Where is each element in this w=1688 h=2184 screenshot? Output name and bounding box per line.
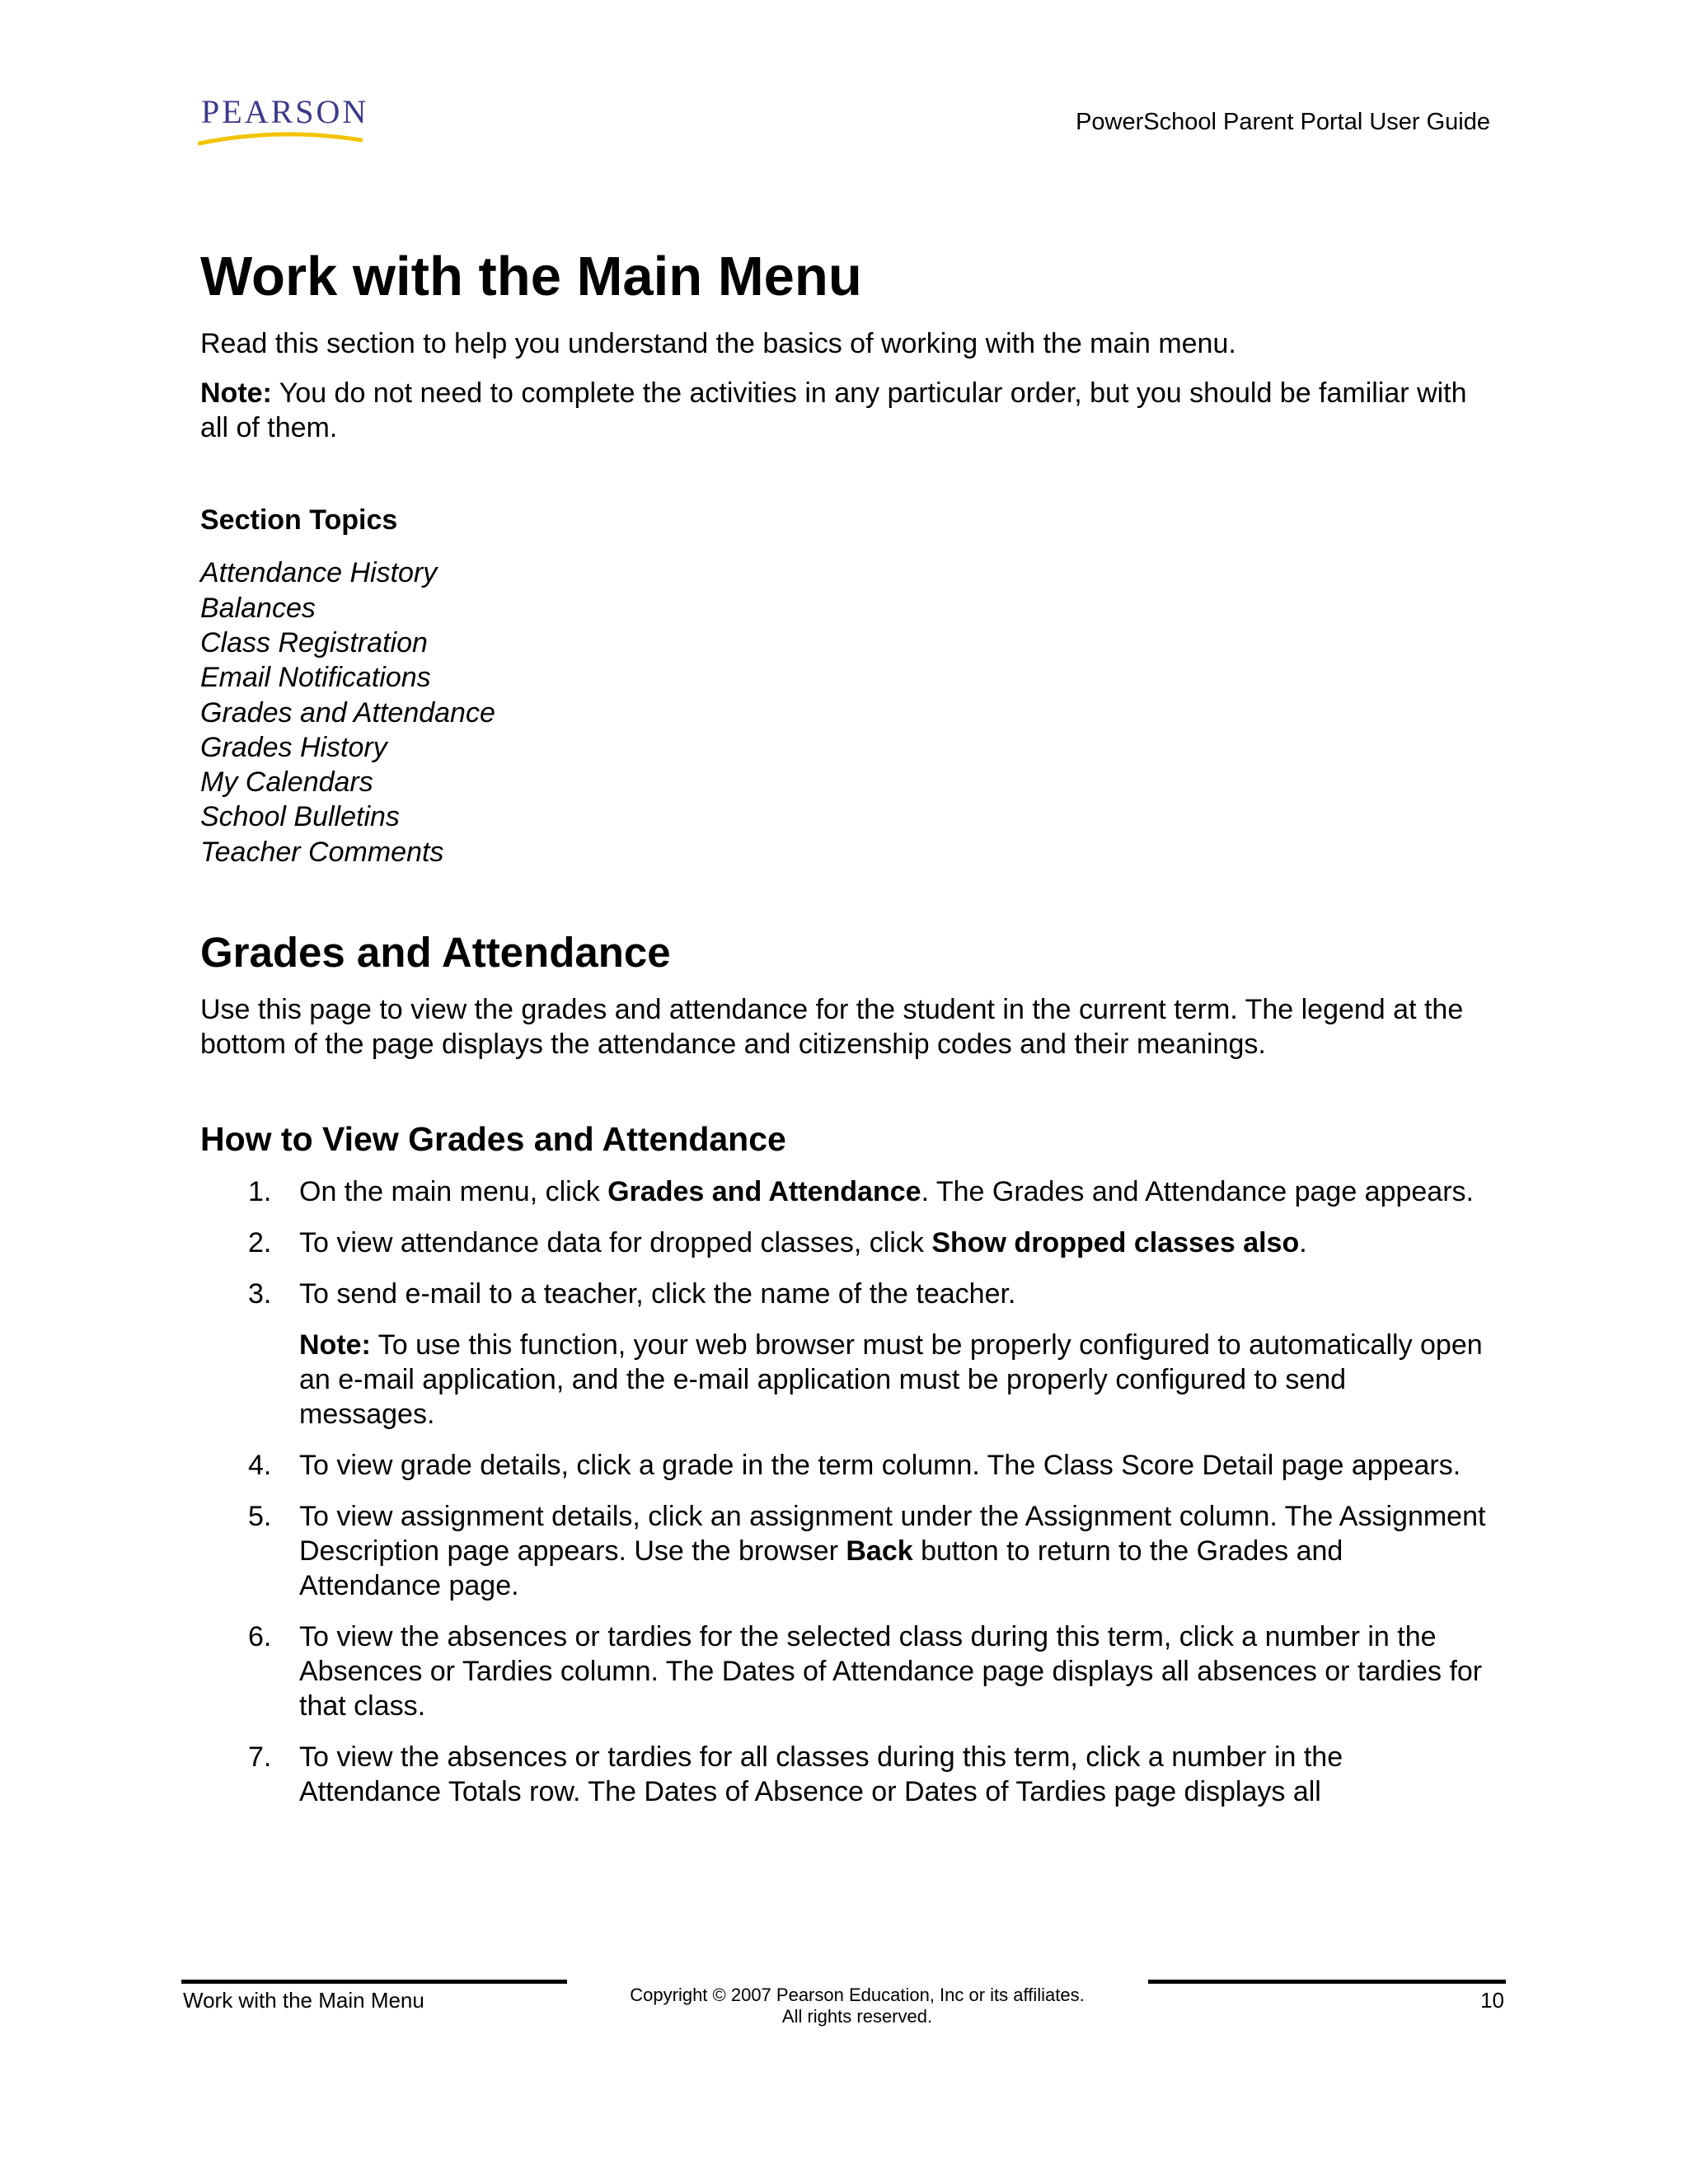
step-text: button to return to the Grades and Attendance page. — [299, 1535, 1343, 1602]
page-content — [200, 244, 1486, 1825]
step-number: 5. — [248, 1501, 272, 1533]
step-item — [200, 1740, 1486, 1809]
howto-title: How to View Grades and Attendance — [200, 1120, 786, 1159]
copyright-line-1: Copyright © 2007 Pearson Education, Inc or its affiliates. — [630, 1985, 1085, 2005]
topic-balances[interactable]: Balances — [200, 592, 316, 624]
step-note-text: To use this function, your web browser must be properly configured to automatically open an e-mail application, and the e-mail application must be properly configured to send messages. — [299, 1329, 1483, 1431]
step-bold-term: Show dropped classes also — [931, 1227, 1300, 1259]
guide-title: PowerSchool Parent Portal User Guide — [1076, 109, 1490, 135]
step-text: On the main menu, click — [299, 1176, 608, 1208]
note-text: You do not need to complete the activities in any particular order, but you should be familiar with all of them. — [200, 377, 1467, 444]
step-item — [200, 1499, 1486, 1603]
topic-my-calendars[interactable]: My Calendars — [200, 766, 373, 799]
step-text: To view assignment details, click an assignment under the Assignment column. The Assignment Description page appears. Use the browser — [299, 1501, 1486, 1568]
step-number: 2. — [248, 1227, 272, 1259]
section-topics-heading: Section Topics — [200, 504, 398, 537]
steps-list — [200, 1174, 1486, 1809]
topic-class-registration[interactable]: Class Registration — [200, 626, 428, 658]
step-text: To view the absences or tardies for all classes during this term, click a number in the Attendance Totals row. The Dates of Absence or Dates of Tardies page displays all — [299, 1741, 1343, 1808]
note-paragraph — [200, 376, 1486, 445]
step-number: 4. — [248, 1450, 272, 1482]
step-note-label: Note: — [299, 1329, 371, 1361]
step-number: 7. — [248, 1741, 272, 1774]
page-number: 10 — [1480, 1988, 1504, 2013]
footer-section-title: Work with the Main Menu — [183, 1988, 424, 2013]
step-item — [200, 1226, 1486, 1260]
step-number: 6. — [248, 1621, 272, 1653]
step-text: . The Grades and Attendance page appears. — [921, 1176, 1474, 1208]
grades-section-title: Grades and Attendance — [200, 929, 671, 977]
topic-grades-and-attendance[interactable]: Grades and Attendance — [200, 696, 495, 729]
step-bold-term: Back — [846, 1535, 913, 1568]
step-number: 1. — [248, 1176, 272, 1208]
topic-attendance-history[interactable]: Attendance History — [200, 557, 438, 589]
logo-text: PEARSON — [201, 93, 369, 130]
step-text: To view grade details, click a grade in the term column. The Class Score Detail page appears. — [299, 1450, 1461, 1482]
step-text: To view the absences or tardies for the selected class during this term, click a number in the Absences or Tardies column. The Dates of Attendance page displays all absences or tardies for that class. — [299, 1621, 1483, 1722]
step-item — [200, 1277, 1486, 1432]
topic-email-notifications[interactable]: Email Notifications — [200, 662, 431, 694]
logo-swoosh-icon — [198, 127, 363, 147]
copyright-line-2: All rights reserved. — [781, 2006, 933, 2027]
step-item — [200, 1174, 1486, 1209]
topic-teacher-comments[interactable]: Teacher Comments — [200, 836, 444, 868]
footer-rule-left — [181, 1980, 567, 1984]
topic-grades-history[interactable]: Grades History — [200, 731, 387, 763]
step-bold-term: Grades and Attendance — [607, 1176, 921, 1208]
page-title: Work with the Main Menu — [200, 246, 862, 307]
step-text: To send e-mail to a teacher, click the name of the teacher. — [299, 1278, 1016, 1310]
step-number: 3. — [248, 1278, 272, 1310]
topic-school-bulletins[interactable]: School Bulletins — [200, 801, 400, 833]
step-item — [200, 1448, 1486, 1483]
footer-rule-right — [1148, 1980, 1506, 1984]
section-topics-list — [200, 555, 1486, 869]
step-item — [200, 1619, 1486, 1723]
pearson-logo — [198, 92, 369, 150]
step-text: . — [1299, 1227, 1307, 1259]
grades-section-description: Use this page to view the grades and attendance for the student in the current term. The legend at the bottom of the page displays the attendance and citizenship codes and their meanings. — [200, 994, 1464, 1061]
intro-paragraph: Read this section to help you understand the basics of working with the main menu. — [200, 328, 1236, 360]
step-text: To view attendance data for dropped classes, click — [299, 1227, 932, 1259]
note-label: Note: — [200, 377, 272, 410]
step-note — [299, 1328, 1486, 1432]
footer-copyright — [610, 1985, 1104, 2027]
